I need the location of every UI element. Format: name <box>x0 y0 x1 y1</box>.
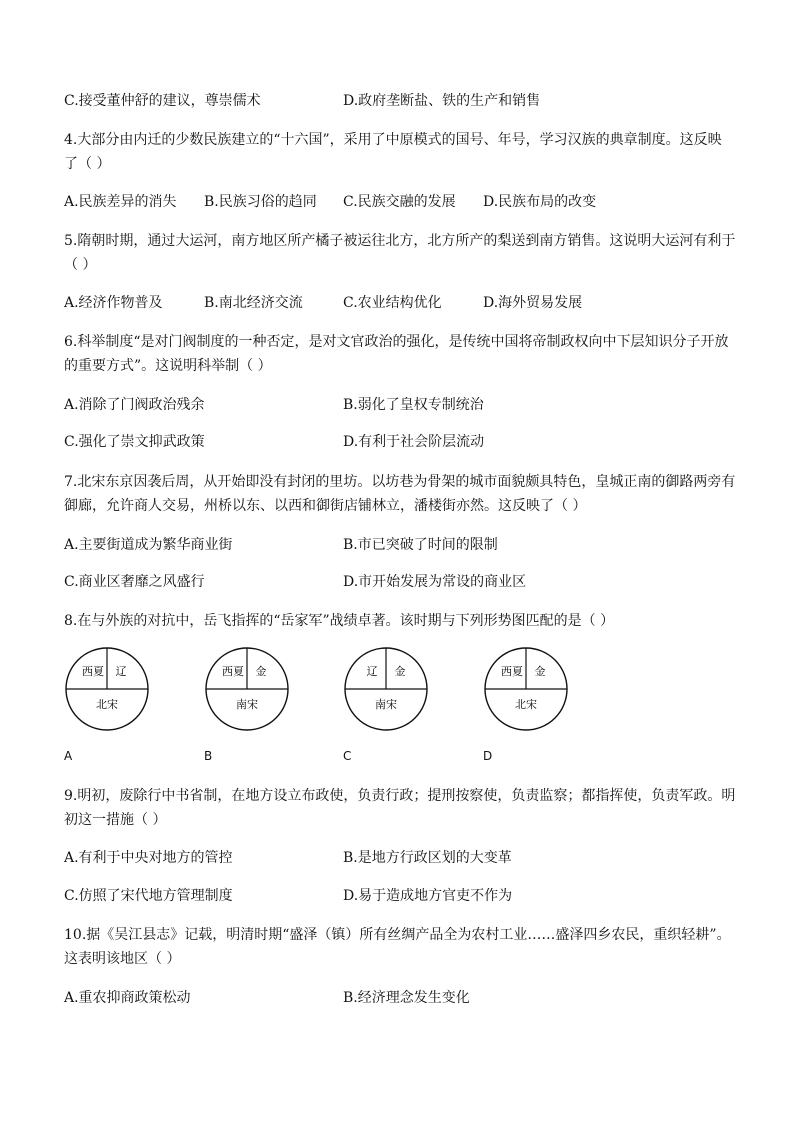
q7-option-c: C.商业区奢靡之风盛行 <box>64 574 205 590</box>
q5-option-a: A.经济作物普及 <box>64 295 163 311</box>
q6-option-b: B.弱化了皇权专制统治 <box>343 397 484 413</box>
diagram-c-top-left-label: 辽 <box>366 665 378 678</box>
diagram-b-letter: B <box>204 749 213 763</box>
q5-option-c: C.农业结构优化 <box>343 295 442 311</box>
q10-stem-line1: 10.据《吴江县志》记载，明清时期“盛泽（镇）所有丝绸产品全为农村工业……盛泽四乡农民，重织轻耕”。 <box>64 927 731 943</box>
diagram-d-letter: D <box>483 749 493 763</box>
q8-stem: 8.在与外族的对抗中，岳飞指挥的“岳家军”战绩卓著。该时期与下列形势图匹配的是（ ） <box>64 613 615 629</box>
diagram-a-top-right-label: 辽 <box>115 665 127 678</box>
territory-diagram-a <box>64 646 150 732</box>
diagram-b-top-right-label: 金 <box>255 665 267 678</box>
q7-stem-line1: 7.北宋东京因袭后周，从开始即没有封闭的里坊。以坊巷为骨架的城市面貌颇具特色，皇城正南的御路两旁有 <box>64 474 736 490</box>
diagram-d-top-right-label: 金 <box>534 665 546 678</box>
q5-stem-line2: （ ） <box>64 257 97 273</box>
q7-stem-line2: 御廊，允许商人交易，州桥以东、以西和御街店铺林立，潘楼街亦然。这反映了（ ） <box>64 498 587 514</box>
q4-stem-line2: 了（ ） <box>64 156 111 172</box>
diagram-d-top-left-label: 西夏 <box>501 665 523 678</box>
q10-option-a: A.重农抑商政策松动 <box>64 990 191 1006</box>
diagram-c-top-right-label: 金 <box>394 665 406 678</box>
q6-option-d: D.有利于社会阶层流动 <box>343 434 485 450</box>
diagram-c-letter: C <box>343 749 352 763</box>
q4-option-d: D.民族布局的改变 <box>483 194 597 210</box>
q5-stem-line1: 5.隋朝时期，通过大运河，南方地区所产橘子被运往北方，北方所产的梨送到南方销售。这说明大运河有利于 <box>64 233 736 249</box>
diagram-c-bottom-label: 南宋 <box>375 698 397 711</box>
q6-option-c: C.强化了崇文抑武政策 <box>64 434 205 450</box>
q9-option-c: C.仿照了宋代地方管理制度 <box>64 888 233 904</box>
q9-option-b: B.是地方行政区划的大变革 <box>343 850 512 866</box>
diagram-d-bottom-label: 北宋 <box>515 698 537 711</box>
q9-stem-line1: 9.明初，废除行中书省制，在地方设立布政使，负责行政；提刑按察使，负责监察；都指挥使，负责军政。明 <box>64 788 736 804</box>
territory-diagram-c <box>343 646 429 732</box>
q10-option-b: B.经济理念发生变化 <box>343 990 470 1006</box>
q7-option-d: D.市开始发展为常设的商业区 <box>343 574 527 590</box>
diagram-a-letter: A <box>64 749 73 763</box>
q4-stem-line1: 4.大部分由内迁的少数民族建立的“十六国”，采用了中原模式的国号、年号，学习汉族的典章制度。这反映 <box>64 132 722 148</box>
diagram-b-bottom-label: 南宋 <box>236 698 258 711</box>
q3-option-d: D.政府垄断盐、铁的生产和销售 <box>343 93 541 109</box>
q4-option-a: A.民族差异的消失 <box>64 194 177 210</box>
q4-option-c: C.民族交融的发展 <box>343 194 456 210</box>
q6-stem-line1: 6.科举制度“是对门阀制度的一种否定，是对文官政治的强化，是传统中国将帝制政权向中下层知识分子开放 <box>64 334 729 350</box>
diagram-b-top-left-label: 西夏 <box>222 665 244 678</box>
q7-option-a: A.主要街道成为繁华商业街 <box>64 537 233 553</box>
q3-option-c: C.接受董仲舒的建议，尊崇儒术 <box>64 93 261 109</box>
q7-option-b: B.市已突破了时间的限制 <box>343 537 498 553</box>
diagram-a-top-left-label: 西夏 <box>82 665 104 678</box>
territory-diagram-b <box>204 646 290 732</box>
q6-option-a: A.消除了门阀政治残余 <box>64 397 205 413</box>
q10-stem-line2: 这表明该地区（ ） <box>64 951 181 967</box>
q5-option-b: B.南北经济交流 <box>204 295 303 311</box>
q4-option-b: B.民族习俗的趋同 <box>204 194 317 210</box>
q6-stem-line2: 的重要方式”。这说明科举制（ ） <box>64 358 272 374</box>
territory-diagram-d <box>483 646 569 732</box>
q9-option-d: D.易于造成地方官吏不作为 <box>343 888 513 904</box>
diagram-a-bottom-label: 北宋 <box>96 698 118 711</box>
q9-option-a: A.有利于中央对地方的管控 <box>64 850 233 866</box>
q5-option-d: D.海外贸易发展 <box>483 295 583 311</box>
q9-stem-line2: 初这一措施（ ） <box>64 812 167 828</box>
